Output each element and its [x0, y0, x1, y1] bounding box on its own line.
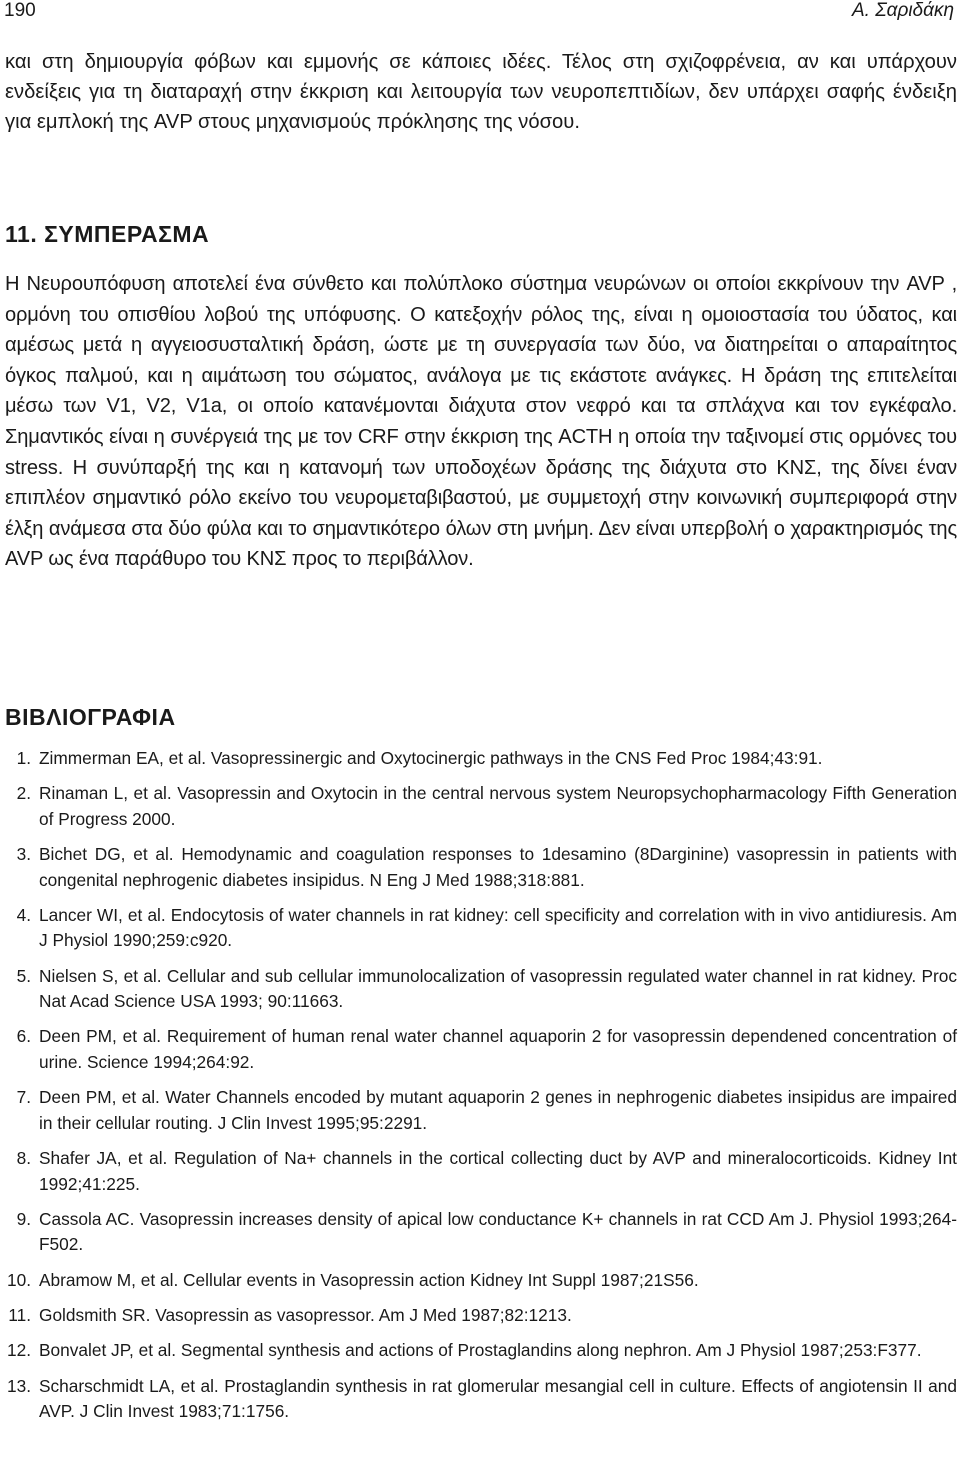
reference-item [0, 1303, 957, 1329]
intro-paragraph: και στη δημιουργία φόβων και εμμονής σε κάποιες ιδέες. Τέλος στη σχιζοφρένεια, αν και υπάρχουν ενδείξεις για τη διαταραχή στην έκκριση και λειτουργία των νευροπεπτιδίων, δεν υπάρχει σαφής ένδειξη για εμπλοκή της AVP στους μηχανισμούς πρόκλησης της νόσου. [5, 51, 957, 133]
running-head-author: Α. Σαριδάκη [851, 0, 954, 21]
page-header [4, 0, 954, 24]
reference-item [0, 842, 957, 893]
references-heading: ΒΙΒΛΙΟΓΡΑΦΙΑ [5, 704, 176, 730]
reference-number: 4. [16, 904, 31, 925]
reference-item [0, 1268, 957, 1294]
reference-item [0, 781, 957, 832]
reference-text: Shafer JA, et al. Regulation of Na+ channels in the cortical collecting duct by AVP and mineralocorticoids. Kidney Int 1992;41:225. [39, 1148, 957, 1194]
reference-text: Abramow M, et al. Cellular events in Vasopressin action Kidney Int Suppl 1987;21S56. [39, 1269, 699, 1290]
reference-item [0, 1024, 957, 1075]
reference-item [0, 1207, 957, 1258]
reference-item [0, 1146, 957, 1197]
reference-text: Bichet DG, et al. Hemodynamic and coagulation responses to 1desamino (8Darginine) vasopressin in patients with congenital nephrogenic diabetes insipidus. N Eng J Med 1988;318:881. [39, 844, 957, 890]
reference-text: Cassola AC. Vasopressin increases density of apical low conductance K+ channels in rat CCD Am J. Physiol 1993;264-F502. [39, 1208, 957, 1255]
reference-text: Lancer WI, et al. Endocytosis of water channels in rat kidney: cell specificity and correlation with in vivo antidiuresis. Am J Physiol 1990;259:c920. [39, 904, 957, 951]
reference-number: 9. [16, 1208, 31, 1229]
reference-number: 8. [16, 1148, 31, 1169]
reference-text: Rinaman L, et al. Vasopressin and Oxytocin in the central nervous system Neuropsychopharmacology Fifth Generation of Progress 2000. [39, 783, 957, 829]
reference-item [0, 1374, 957, 1425]
reference-number: 13. [6, 1375, 31, 1396]
reference-number: 10. [6, 1269, 31, 1290]
reference-text: Deen PM, et al. Water Channels encoded by mutant aquaporin 2 genes in nephrogenic diabetes insipidus are impaired in their cellular routing. J Clin Invest 1995;95:2291. [39, 1087, 957, 1133]
reference-number: 12. [6, 1340, 31, 1361]
reference-item [0, 903, 957, 954]
conclusion-heading: 11. ΣΥΜΠΕΡΑΣΜΑ [5, 221, 210, 247]
reference-text: Bonvalet JP, et al. Segmental synthesis and actions of Prostaglandins along nephron. Am J Physiol 1987;253:F377. [39, 1340, 922, 1361]
reference-number: 3. [16, 844, 31, 865]
references-list [0, 746, 957, 1434]
reference-number: 2. [16, 783, 31, 804]
reference-number: 11. [8, 1304, 31, 1325]
conclusion-paragraph: Η Νευρουπόφυση αποτελεί ένα σύνθετο και πολύπλοκο σύστημα νευρώνων οι οποίοι εκκρίνουν την AVP , ορμόνη του οπισθίου λοβού της υπόφυσης. Ο κατεξοχήν ρόλος της, είναι η ομοιοστασία του ύδατος, και αμέσως μετά η αγγειοσυσταλτική δράση, ώστε με τη συνεργασία των δύο, να διατηρείται ο απαραίτητος όγκος παλμού, και η αιμάτωση του σώματος, ανάλογα με τις εκάστοτε ανάγκες. Η δράση της επιτελείται μέσω των V1, V2, V1a, οι οποίο κατανέμονται διάχυτα στον νεφρό και τα σπλάχνα και τον εγκέφαλο. Σημαντικός είναι η συνέργειά της με τον CRF στην έκκριση της ACTH η οποία την ταξινομεί στις ορμόνες του stress. Η συνύπαρξή της και η κατανομή των υποδοχέων δράσης της διάχυτα στο ΚΝΣ, της δίνει έναν επιπλέον σημαντικό ρόλο εκείνο του νευρομεταβιβαστού, με συμμετοχή στην κοινωνική συμπεριφορά στην έλξη ανάμεσα στα δύο φύλα και το σημαντικότερο όλων στη μνήμη. Δεν είναι υπερβολή ο χαρακτηρισμός της AVP ως ένα παράθυρο του ΚΝΣ προς το περιβάλλον. [5, 273, 957, 571]
reference-text: Zimmerman EA, et al. Vasopressinergic and Oxytocinergic pathways in the CNS Fed Proc 1984;43:91. [39, 748, 823, 768]
reference-number: 7. [16, 1087, 31, 1108]
reference-number: 5. [16, 965, 31, 986]
reference-item [0, 746, 957, 772]
reference-text: Nielsen S, et al. Cellular and sub cellular immunolocalization of vasopressin regulated water channel in rat kidney. Proc Nat Acad Science USA 1993; 90:11663. [39, 965, 957, 1012]
reference-text: Goldsmith SR. Vasopressin as vasopressor. Am J Med 1987;82:1213. [39, 1304, 572, 1325]
reference-number: 6. [16, 1026, 31, 1047]
reference-text: Deen PM, et al. Requirement of human renal water channel aquaporin 2 for vasopressin dependened concentration of urine. Science 1994;264:92. [39, 1026, 957, 1072]
reference-item [0, 1338, 957, 1364]
reference-item [0, 1085, 957, 1136]
reference-text: Scharschmidt LA, et al. Prostaglandin synthesis in rat glomerular mesangial cell in culture. Effects of angiotensin II and AVP. J Clin Invest 1983;71:1756. [39, 1375, 957, 1422]
page-number: 190 [4, 0, 36, 21]
reference-number: 1. [16, 748, 31, 768]
reference-item [0, 964, 957, 1015]
